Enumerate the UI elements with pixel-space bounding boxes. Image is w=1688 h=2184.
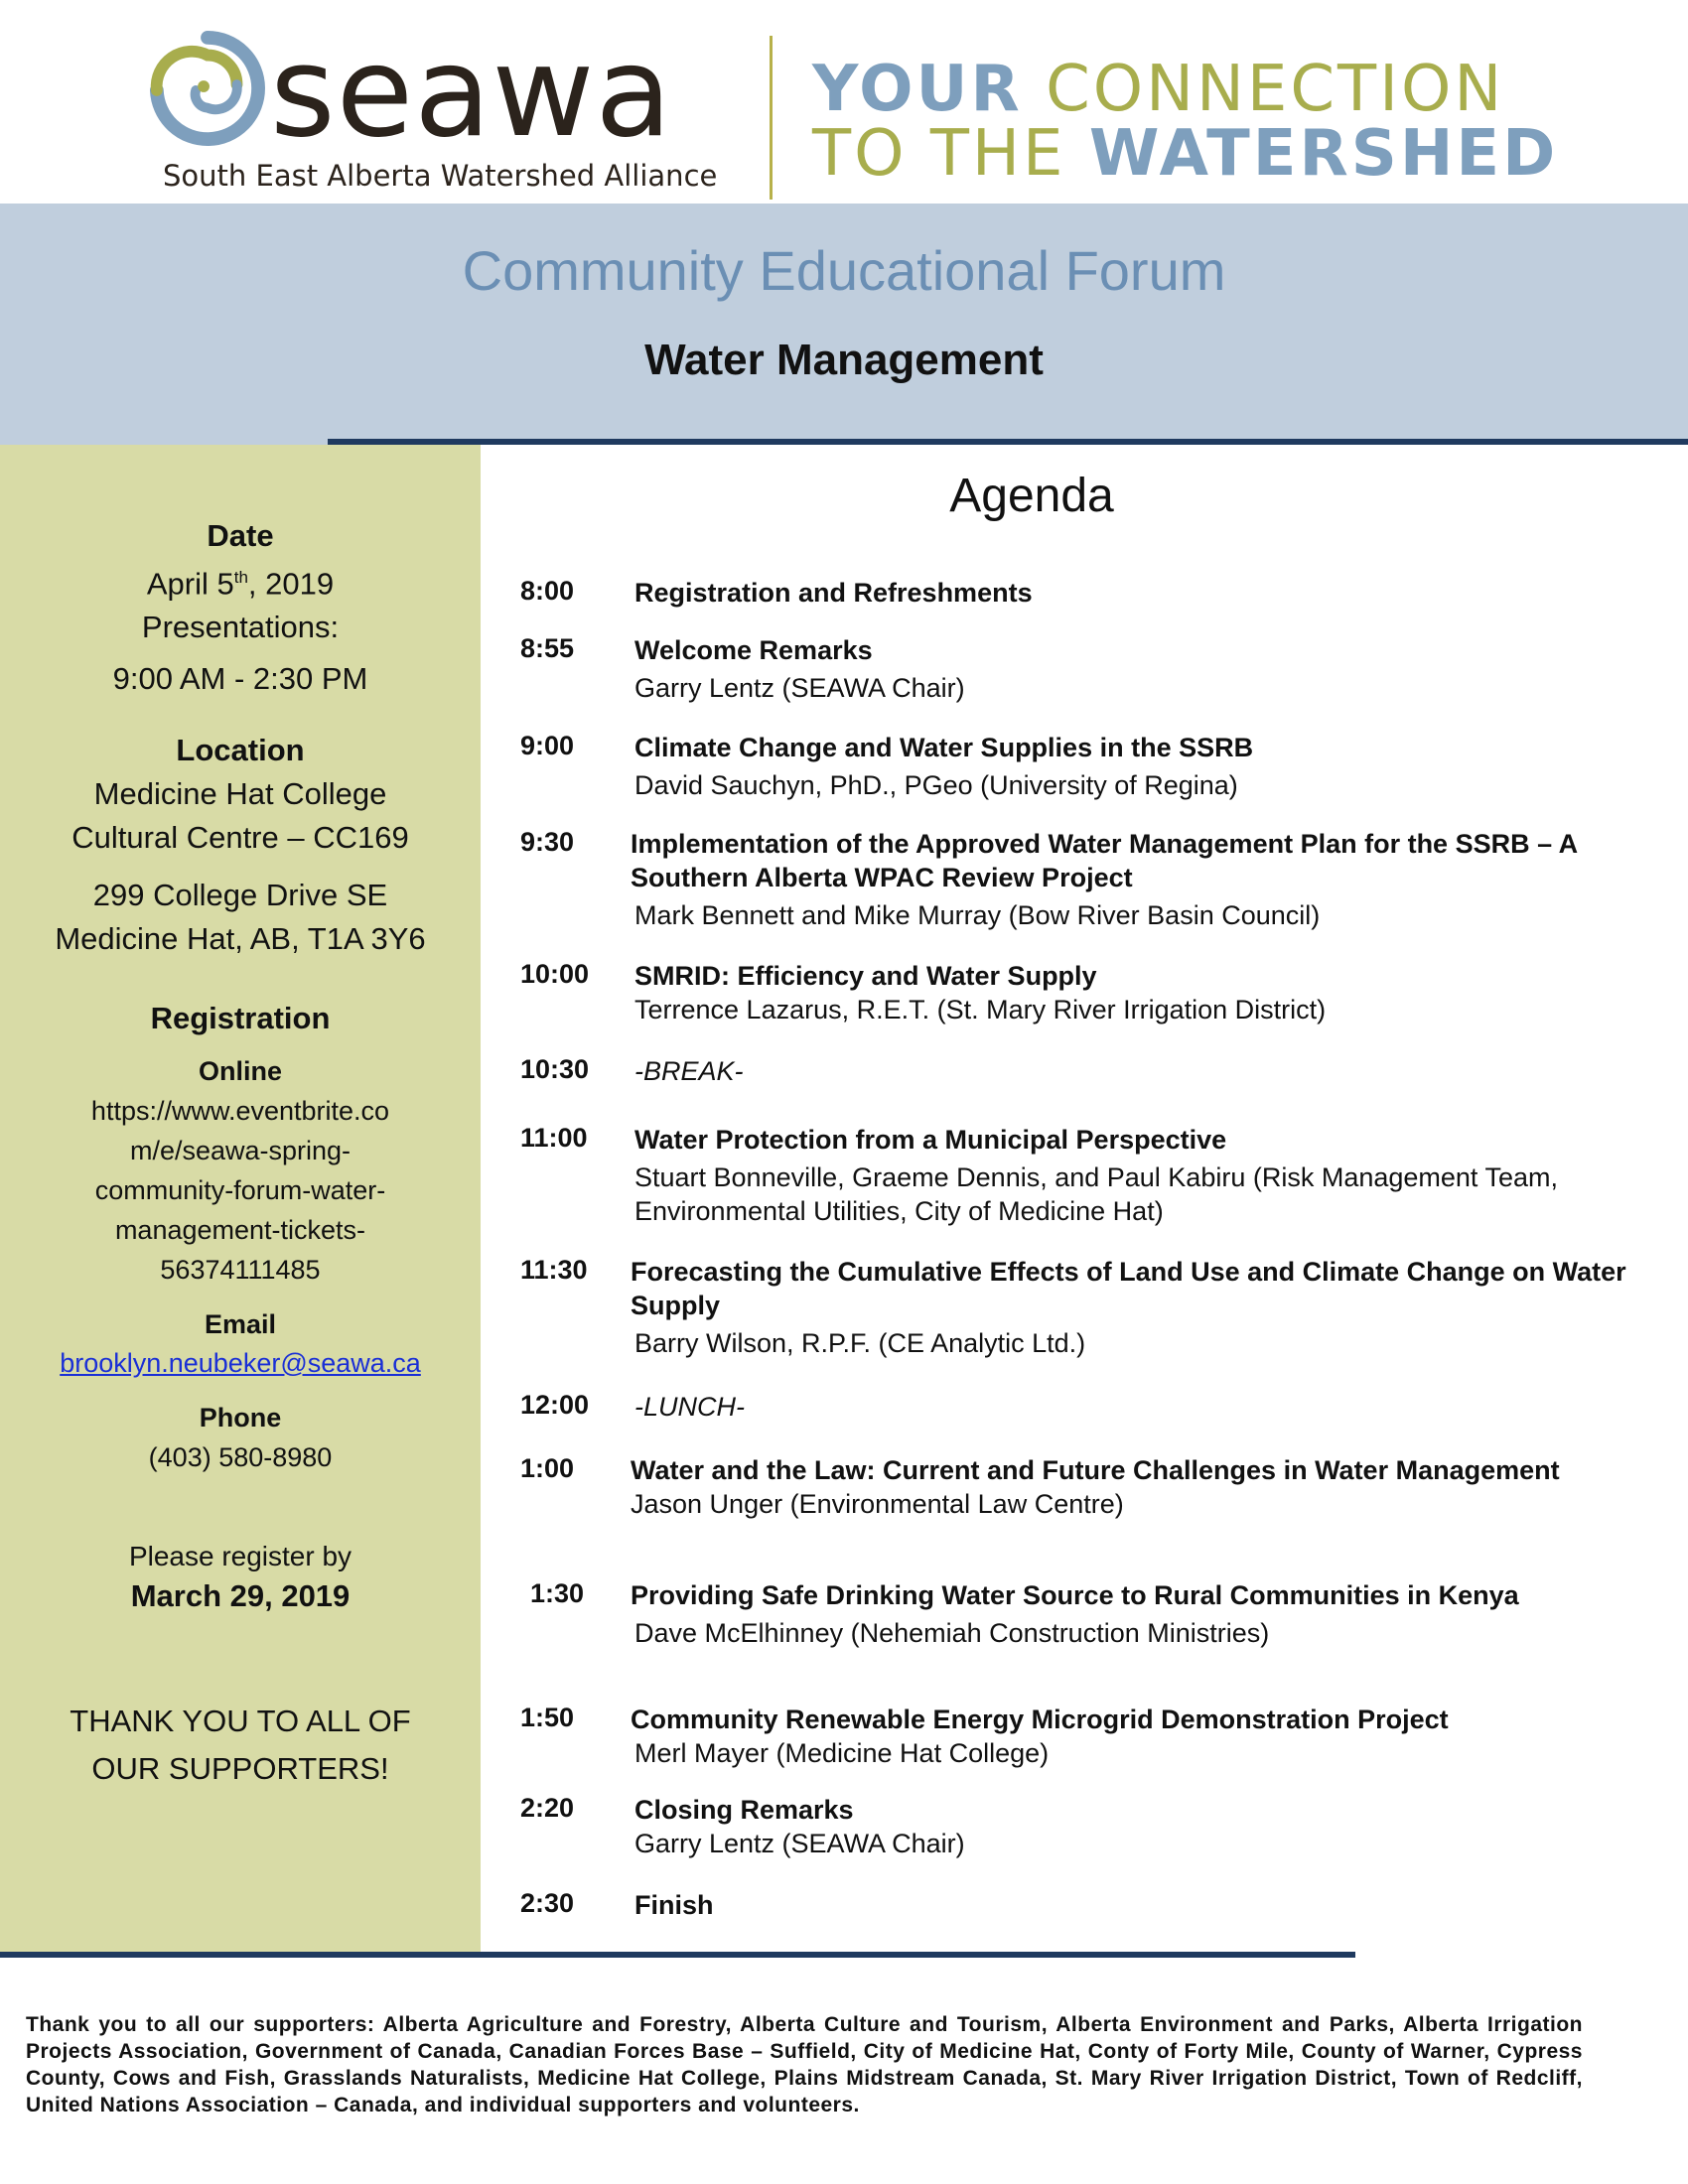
presentations-label: Presentations: [141,610,340,645]
register-by-label: Please register by [128,1541,352,1571]
location-line-2: Cultural Centre – CC169 [71,820,409,855]
agenda-time: 2:30 [520,1888,575,1918]
info-sidebar [0,445,481,1956]
agenda-time: 1:30 [530,1578,585,1608]
thanks-line-2: OUR SUPPORTERS! [91,1751,389,1786]
tagline-connection: CONNECTION [1046,53,1505,126]
agenda-item-title: Community Renewable Energy Microgrid Demonstration Project [631,1705,1449,1734]
phone-number: (403) 580-8980 [148,1442,333,1472]
date-section [0,518,481,701]
agenda-title: Agenda [949,470,1114,522]
agenda-time: 10:30 [520,1054,590,1084]
event-date [0,556,481,606]
agenda-item-title: Registration and Refreshments [634,578,1033,608]
email-link[interactable]: brooklyn.neubeker@seawa.ca [60,1348,421,1378]
phone-heading: Phone [199,1403,282,1433]
agenda-item-speaker: Stuart Bonneville, Graeme Dennis, and Paul Kabiru (Risk Management Team, Environmental Utilities, City of Medicine Hat) [634,1162,1558,1226]
tagline-line-2 [812,119,1558,189]
agenda-item-title: Providing Safe Drinking Water Source to Rural Communities in Kenya [631,1580,1519,1610]
agenda-time: 1:00 [520,1453,575,1483]
agenda-item-speaker: Merl Mayer (Medicine Hat College) [634,1738,1050,1768]
register-by-date: March 29, 2019 [130,1578,351,1613]
agenda-item-title: Closing Remarks [634,1795,854,1825]
agenda-time: 2:20 [520,1793,575,1823]
agenda-divider [0,1952,1355,1958]
agenda-item-title: Water Protection from a Municipal Perspective [634,1125,1227,1155]
url-line[interactable]: 56374111485 [160,1255,321,1285]
agenda-item-speaker: Mark Bennett and Mike Murray (Bow River Basin Council) [634,900,1321,930]
registration-section [0,1001,481,1477]
online-heading: Online [198,1056,282,1086]
agenda-item-title: Climate Change and Water Supplies in the SSRB [634,733,1254,762]
location-section [0,733,481,961]
tagline-line-1 [812,55,1504,124]
agenda-item-speaker: Jason Unger (Environmental Law Centre) [631,1489,1124,1519]
agenda-item-speaker: Barry Wilson, R.P.F. (CE Analytic Ltd.) [634,1328,1086,1358]
agenda-item-title: Finish [634,1890,714,1920]
presentations-time: 9:00 AM - 2:30 PM [112,661,368,697]
agenda-item-speaker: David Sauchyn, PhD., PGeo (University of Regina) [634,770,1238,800]
url-line[interactable]: https://www.eventbrite.co [90,1096,390,1126]
agenda-time: 10:00 [520,959,590,989]
agenda-time: 11:00 [520,1123,588,1153]
supporters-footer: Thank you to all our supporters: Alberta Agriculture and Forestry, Alberta Culture and Tourism, Alberta Environment and Parks, Alberta Irrigation Projects Association, Government of Canada, Canadian Forces Base – Suffield, City of Medicine Hat, Conty of Forty Mile, County of Warner, Cypress County, Cows and Fish, Grasslands Naturalists, Medicine Hat College, Plains Midstream Canada, St. Mary River Irrigation District, Town of Redcliff, United Nations Association – Canada, and individual supporters and volunteers. [26,2013,1583,2116]
address-line-1: 299 College Drive SE [92,878,388,912]
agenda-time: 9:00 [520,731,575,760]
registration-heading: Registration [150,1001,331,1035]
agenda-time: 11:30 [520,1255,588,1285]
location-heading: Location [176,733,305,767]
agenda-time: 8:00 [520,576,575,606]
register-by-section [0,1537,481,1614]
agenda-item-title: Forecasting the Cumulative Effects of Land Use and Climate Change on Water Supply [631,1257,1626,1320]
page-subtitle: Water Management [644,336,1044,384]
date-suffix: th [233,568,248,587]
band-divider [328,439,1688,445]
page-title: Community Educational Forum [462,239,1226,302]
logo-divider [770,36,773,200]
agenda-item-title: Welcome Remarks [634,635,873,665]
logo-wordmark: seawa [270,19,673,165]
tagline-to-the: TO THE [812,117,1066,191]
thanks-section [0,1698,481,1793]
url-line[interactable]: management-tickets- [114,1215,366,1245]
tagline-watershed: WATERSHED [1088,117,1559,191]
tagline-your: YOUR [812,53,1023,126]
online-url[interactable] [0,1091,481,1290]
agenda-item-title: Implementation of the Approved Water Management Plan for the SSRB – A Southern Alberta WPAC Review Project [631,829,1578,892]
agenda-item-speaker: Garry Lentz (SEAWA Chair) [634,1829,965,1858]
agenda-time: 9:30 [520,827,575,857]
agenda-item-title: Water and the Law: Current and Future Challenges in Water Management [631,1455,1560,1485]
address-line-2: Medicine Hat, AB, T1A 3Y6 [55,921,426,956]
swirl-logo-icon [149,30,266,147]
agenda-item-speaker: Garry Lentz (SEAWA Chair) [634,673,965,703]
agenda-break: -LUNCH- [634,1392,745,1422]
email-heading: Email [204,1309,277,1339]
thanks-line-1: THANK YOU TO ALL OF [70,1704,411,1738]
agenda-item-speaker: Terrence Lazarus, R.E.T. (St. Mary River Irrigation District) [634,995,1327,1024]
agenda-time: 8:55 [520,633,575,663]
agenda-item-title: SMRID: Efficiency and Water Supply [634,961,1097,991]
agenda-break: -BREAK- [634,1056,744,1086]
date-month: April 5 [146,566,234,602]
agenda-time: 1:50 [520,1703,575,1732]
date-year: , 2019 [247,566,335,602]
location-line-1: Medicine Hat College [93,776,387,811]
page-header [0,0,1688,204]
url-line[interactable]: community-forum-water- [94,1175,386,1205]
url-line[interactable]: m/e/seawa-spring- [129,1136,352,1165]
agenda-item-speaker: Dave McElhinney (Nehemiah Construction Ministries) [634,1618,1270,1648]
agenda-time: 12:00 [520,1390,590,1420]
logo-subtitle: South East Alberta Watershed Alliance [163,159,718,193]
date-heading: Date [207,518,274,553]
